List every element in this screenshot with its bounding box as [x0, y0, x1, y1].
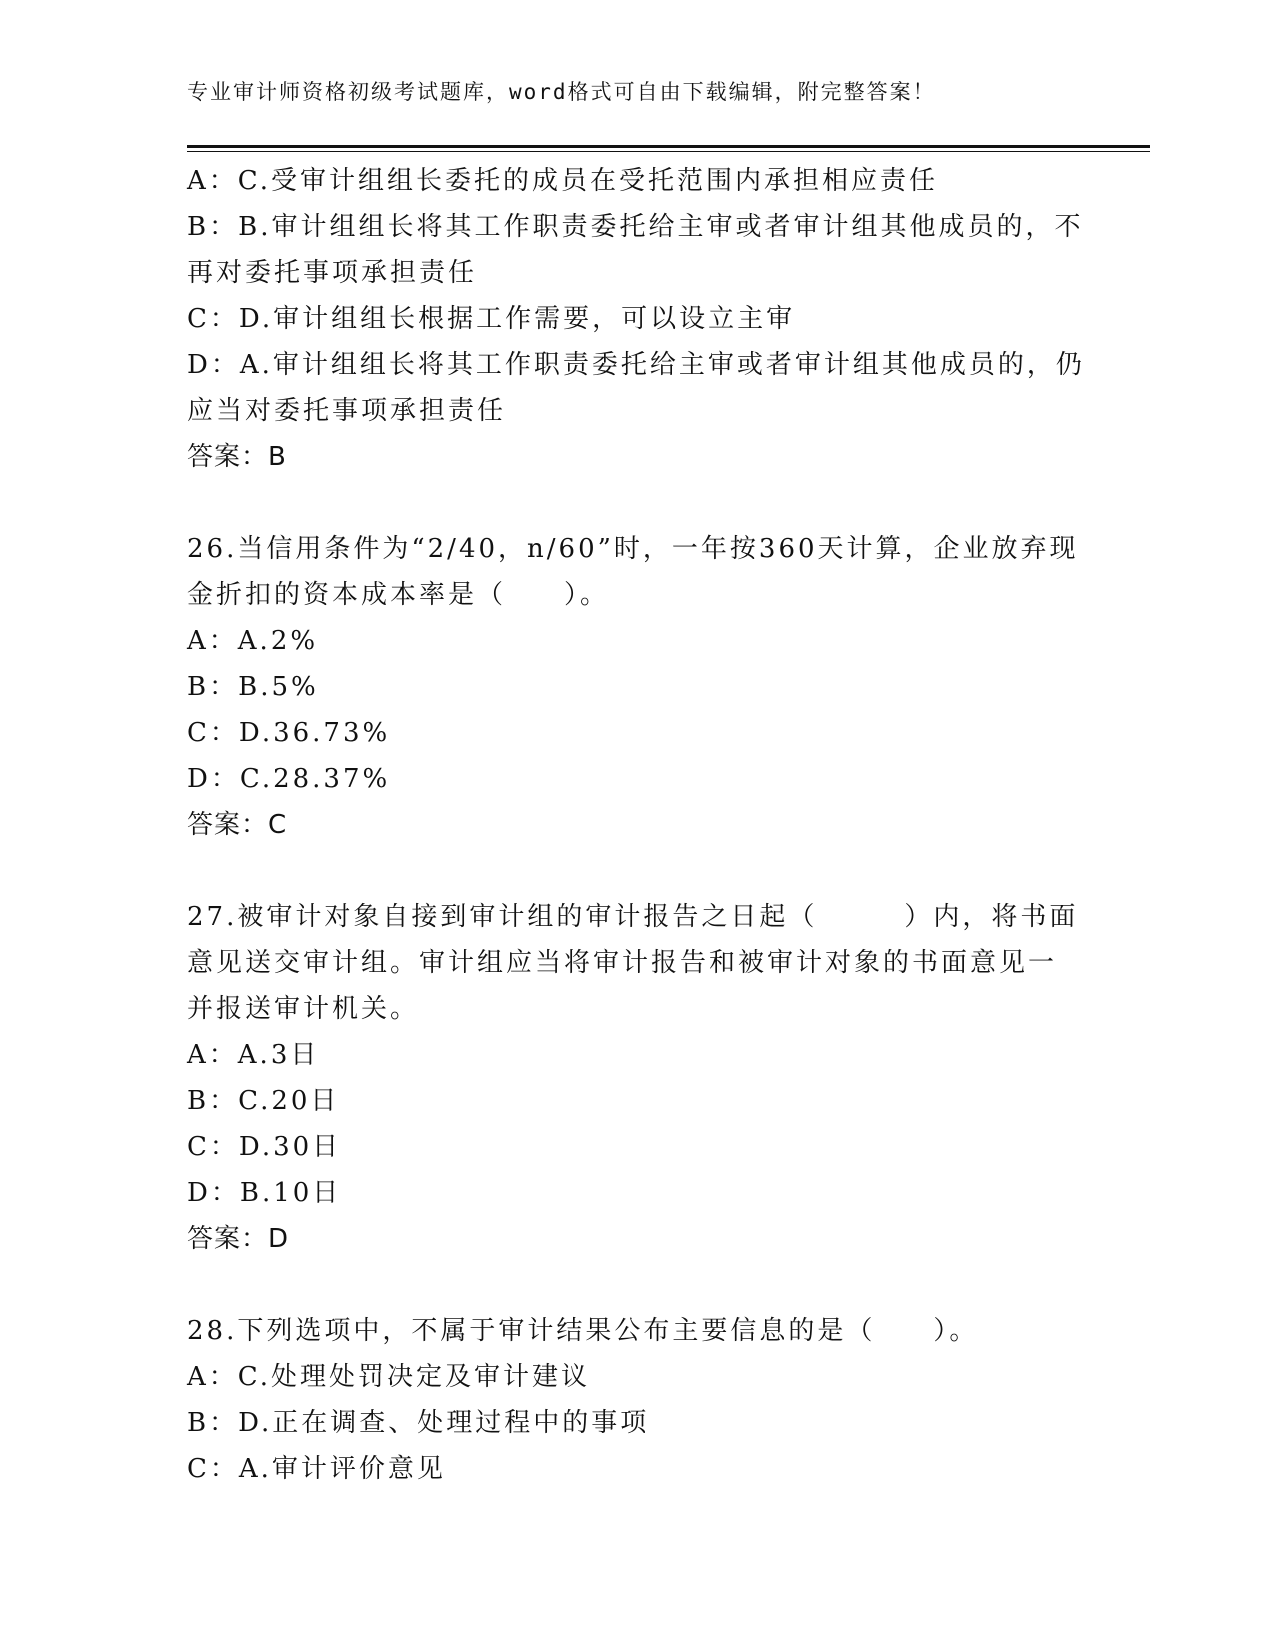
option-d: D：C.28.37%: [187, 764, 391, 794]
question-stem: 26.当信用条件为“2/40，n/60”时，一年按360天计算，企业放弃现: [187, 534, 1079, 564]
header-rule-thin: [187, 151, 1150, 152]
option-d: D：B.10日: [187, 1178, 342, 1208]
question-stem-continued: 金折扣的资本成本率是（ ）。: [187, 580, 610, 610]
option-d: D：A.审计组组长将其工作职责委托给主审或者审计组其他成员的，仍: [187, 350, 1085, 380]
question-25: [187, 158, 1087, 480]
option-a: A：C.处理处罚决定及审计建议: [187, 1362, 591, 1392]
question-stem: 27.被审计对象自接到审计组的审计报告之日起（ ）内，将书面: [187, 902, 1079, 932]
option-d-continued: 应当对委托事项承担责任: [187, 396, 507, 426]
option-b: B：D.正在调查、处理过程中的事项: [187, 1408, 650, 1438]
option-b-continued: 再对委托事项承担责任: [187, 258, 478, 288]
option-b: B：B.审计组组长将其工作职责委托给主审或者审计组其他成员的，不: [187, 212, 1084, 242]
option-c: C：A.审计评价意见: [187, 1454, 446, 1484]
question-stem-continued: 并报送审计机关。: [187, 994, 420, 1024]
question-content: [187, 158, 1087, 1492]
option-a: A：A.3日: [187, 1040, 320, 1070]
option-c: C：D.36.73%: [187, 718, 391, 748]
page-header: 专业审计师资格初级考试题库，word格式可自由下载编辑，附完整答案！: [187, 80, 936, 104]
option-c: C：D.审计组组长根据工作需要，可以设立主审: [187, 304, 796, 334]
option-b: B：C.20日: [187, 1086, 340, 1116]
answer: 答案：B: [187, 442, 287, 472]
question-28: [187, 1308, 1087, 1492]
question-27: [187, 894, 1087, 1262]
answer: 答案：C: [187, 810, 288, 840]
question-26: [187, 526, 1087, 848]
question-stem-continued: 意见送交审计组。审计组应当将审计报告和被审计对象的书面意见一: [187, 948, 1058, 978]
option-a: A：A.2%: [187, 626, 319, 656]
option-b: B：B.5%: [187, 672, 319, 702]
option-c: C：D.30日: [187, 1132, 342, 1162]
question-stem: 28.下列选项中，不属于审计结果公布主要信息的是（ ）。: [187, 1316, 979, 1346]
option-a: A：C.受审计组组长委托的成员在受托范围内承担相应责任: [187, 166, 939, 196]
answer: 答案：D: [187, 1224, 290, 1254]
header-rule-thick: [187, 145, 1150, 148]
